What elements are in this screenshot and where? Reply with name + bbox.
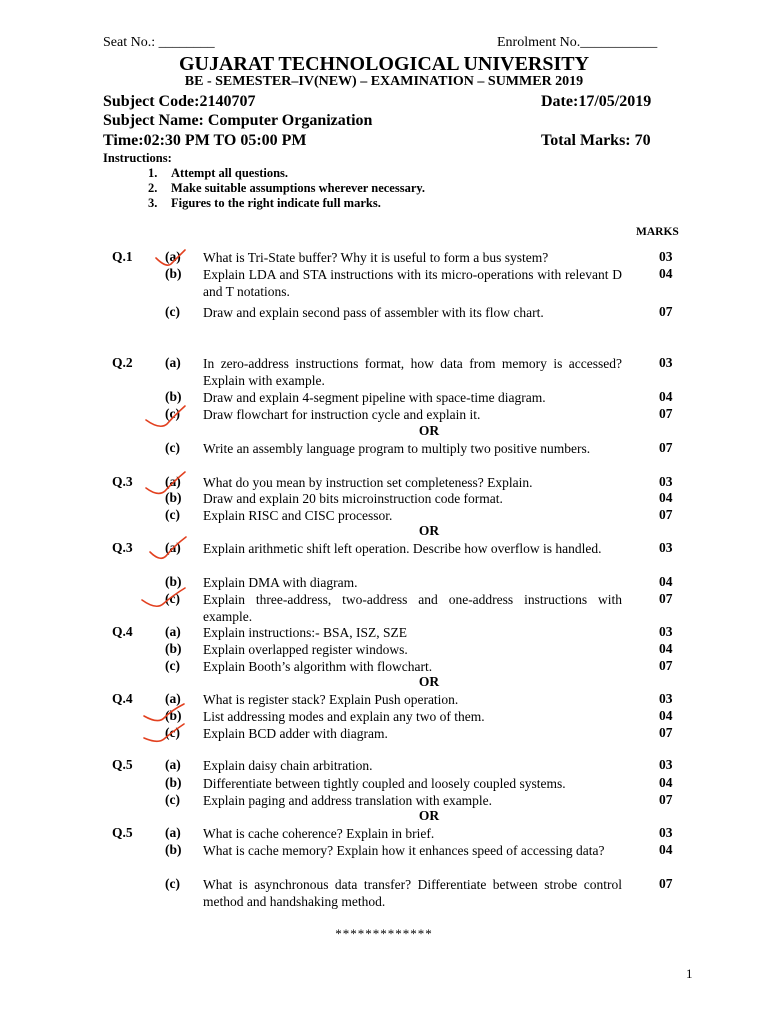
marks-column-header: MARKS [636, 226, 679, 238]
or-separator: OR [418, 423, 440, 438]
page-number: 1 [686, 966, 693, 981]
university-name: GUJARAT TECHNOLOGICAL UNIVERSITY [178, 53, 590, 75]
or-separator: OR [418, 808, 440, 823]
seat-no: Seat No.: ________ [103, 35, 215, 50]
or-separator: OR [418, 674, 440, 689]
instruction-item: 2. Make suitable assumptions wherever necessary. [148, 181, 426, 195]
instructions-title: Instructions: [103, 151, 172, 165]
exam-title: BE - SEMESTER–IV(NEW) – EXAMINATION – SUMMER 2019 [184, 74, 584, 89]
instruction-item: 1. Attempt all questions. [148, 166, 289, 180]
instruction-item: 3. Figures to the right indicate full marks. [148, 196, 381, 210]
total-marks: Total Marks: 70 [541, 132, 651, 149]
or-separator: OR [418, 523, 440, 538]
exam-time: Time:02:30 PM TO 05:00 PM [103, 132, 307, 149]
exam-date: Date:17/05/2019 [541, 93, 652, 110]
subject-name: Subject Name: Computer Organization [103, 112, 373, 129]
enrolment-no: Enrolment No.___________ [497, 35, 658, 50]
end-marker: ************* [335, 926, 433, 941]
subject-code: Subject Code:2140707 [103, 93, 256, 110]
